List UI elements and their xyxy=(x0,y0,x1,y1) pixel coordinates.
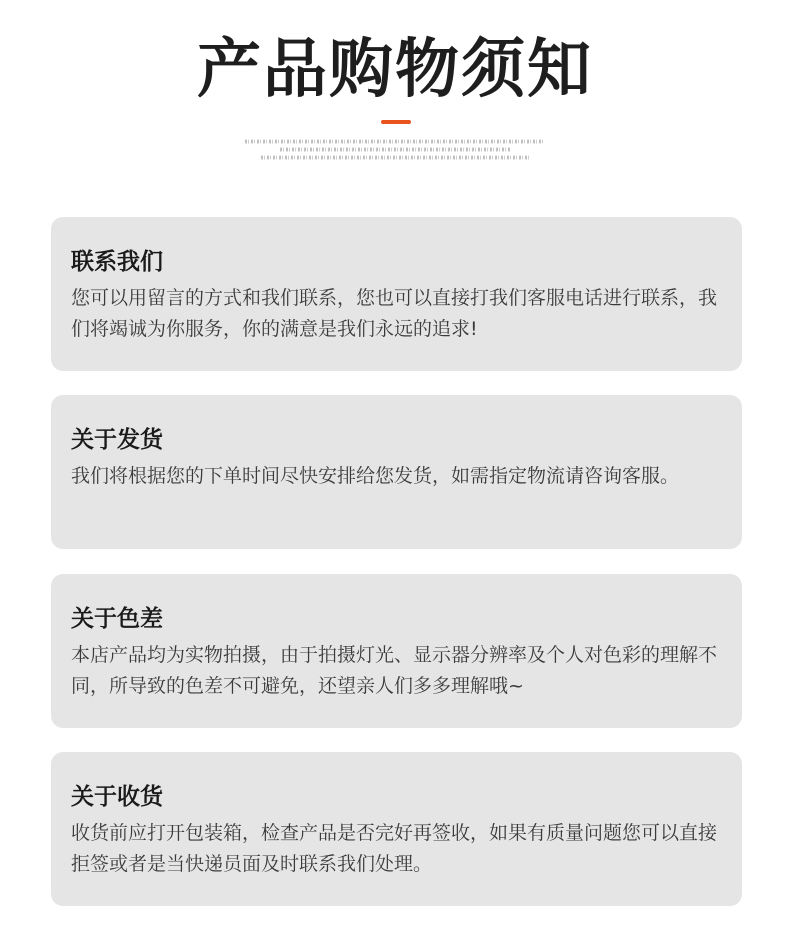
page-title: 产品购物须知 xyxy=(197,33,593,107)
card-title: 关于收货 xyxy=(71,784,163,810)
card-body: 本店产品均为实物拍摄，由于拍摄灯光、显示器分辨率及个人对色彩的理解不同，所导致的色差不可避免，还望亲人们多多理解哦~ xyxy=(71,644,718,697)
decorative-line xyxy=(245,140,545,144)
card-body: 您可以用留言的方式和我们联系，您也可以直接打我们客服电话进行联系，我们将竭诚为你服务，你的满意是我们永远的追求! xyxy=(71,287,718,340)
card-body: 我们将根据您的下单时间尽快安排给您发货，如需指定物流请咨询客服。 xyxy=(71,465,680,487)
card-title: 关于色差 xyxy=(71,606,163,632)
card-title: 关于发货 xyxy=(71,427,163,453)
card-body: 收货前应打开包装箱，检查产品是否完好再签收，如果有质量问题您可以直接拒签或者是当快递员面及时联系我们处理。 xyxy=(71,822,718,875)
card-color-difference xyxy=(51,574,742,728)
decorative-tiny-text xyxy=(245,138,545,162)
header xyxy=(0,0,790,200)
card-title: 联系我们 xyxy=(71,249,163,275)
card-contact-us xyxy=(51,217,742,371)
decorative-line xyxy=(280,148,510,152)
card-shipping xyxy=(51,395,742,549)
title-accent-bar xyxy=(381,120,411,124)
decorative-line xyxy=(261,156,529,160)
card-receiving xyxy=(51,752,742,906)
